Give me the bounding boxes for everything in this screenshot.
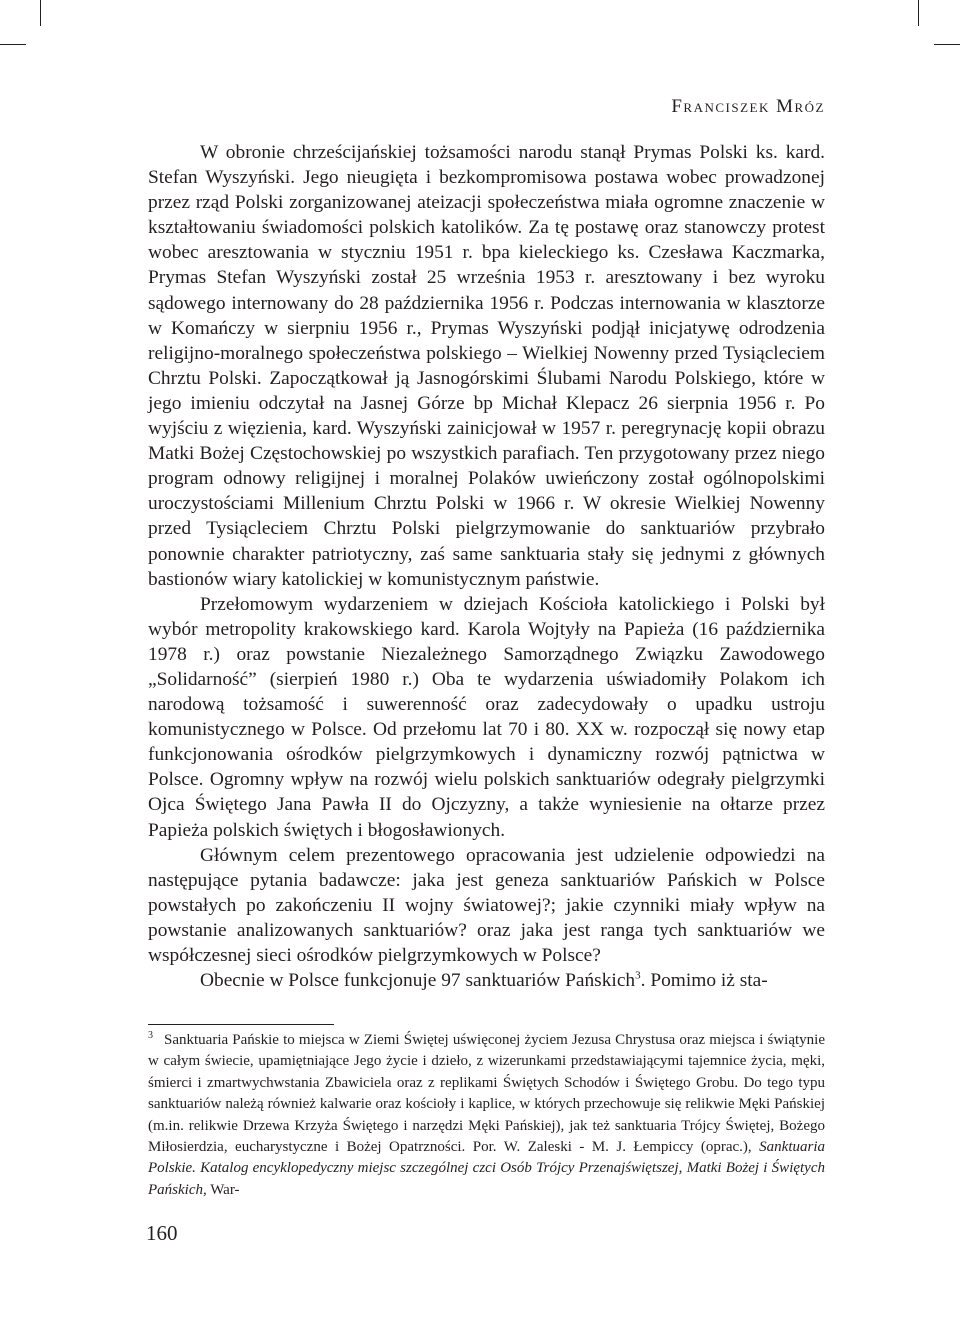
paragraph-text: . Pomimo iż sta- (640, 970, 768, 992)
paragraph-text: Obecnie w Polsce funkcjonuje 97 sanktuariów Pańskich (200, 970, 636, 992)
footnote-tail: , War- (202, 1181, 240, 1198)
footnote-text: Sanktuaria Pańskie to miejsca w Ziemi Świętej uświęconej życiem Jezusa Chrystusa oraz miejsca i świątynie w całym świecie, upamiętniające Jego życie i dzieło, z wizerunkami przedstawiającymi tajemnice życia, męki, śmierci i zmartwychwstania Zbawiciela oraz z replikami Świętych Schodów i Świętego Grobu. Do tego typu sanktuariów należą również kalwarie oraz kościoły i kaplice, w których przechowuje się relikwie Męki Pańskiej (m.in. relikwie Drzewa Krzyża Świętego i narzędzi Męki Pańskiej), jak też sanktuaria Trójcy Świętej, Bożego Miłosierdzia, eucharystyczne i Bożej Opatrzności. Por. W. Zaleski - M. J. Łempiccy (oprac.), (148, 1032, 825, 1156)
paragraph (148, 968, 825, 993)
footnote-italic-title: Sanktuaria Polskie. Katalog encyklopedyczny miejsc szczególnej czci Osób Trójcy Przenajświętszej, Matki Bożej i Świętych Pańskich (148, 1139, 826, 1198)
footnote-reference[interactable]: 3 (635, 969, 641, 982)
crop-mark (918, 0, 919, 26)
crop-mark (934, 44, 960, 45)
body-text (148, 140, 825, 993)
footnote-paragraph: 3 Sanktuaria Pańskie to miejsca w Ziemi Świętej uświęconej życiem Jezusa Chrystusa oraz miejsca i świątynie w całym świecie, upamiętniające Jego życie i dzieło, z wizerunkami przedstawiającymi tajemnice życia, męki, śmierci i zmartwychwstania Zbawiciela oraz z replikami Świętych Schodów i Świętego Grobu. Do tego typu sanktuariów należą również kalwarie oraz kościoły i kaplice, w których przechowuje się relikwie Męki Pańskiej (m.in. relikwie Drzewa Krzyża Świętego i narzędzi Męki Pańskiej), jak też sanktuaria Trójcy Świętej, Bożego Miłosierdzia, eucharystyczne i Bożej Opatrzności. Por. W. Zaleski - M. J. Łempiccy (oprac.), Sanktuaria Polskie. Katalog encyklopedyczny miejsc szczególnej czci Osób Trójcy Przenajświętszej, Matki Bożej i Świętych Pańskich, War- (148, 1030, 826, 1198)
paragraph: Przełomowym wydarzeniem w dziejach Kościoła katolickiego i Polski był wybór metropolity krakowskiego kard. Karola Wojtyły na Papieża (16 października 1978 r.) oraz powstanie Niezależnego Samorządnego Związku Zawodowego „Solidarność” (sierpień 1980 r.) Oba te wydarzenia uświadomiły Polakom ich narodową tożsamość i suwerenność oraz zadecydowały o upadku ustroju komunistycznego w Polsce. Od przełomu lat 70 i 80. XX w. rozpoczął się nowy etap funkcjonowania ośrodków pielgrzymkowych i dynamiczny rozwój pątnictwa w Polsce. Ogromny wpływ na rozwój wielu polskich sanktuariów odegrały pielgrzymki Ojca Świętego Jana Pawła II do Ojczyzny, a także wyniesienie na ołtarze przez Papieża polskich świętych i błogosławionych. (148, 593, 825, 841)
paragraph: Głównym celem prezentowego opracowania jest udzielenie odpowiedzi na następujące pytania badawcze: jaka jest geneza sanktuariów Pańskich w Polsce powstałych po zakończeniu II wojny światowej?; jakie czynniki miały wpływ na powstanie analizowanych sanktuariów? oraz jaka jest ranga tych sanktuariów we współczesnej sieci ośrodków pielgrzymkowych w Polsce? (148, 844, 825, 966)
footnote (148, 1030, 825, 1201)
crop-mark (0, 44, 26, 45)
crop-mark (40, 0, 41, 26)
paragraph: W obronie chrześcijańskiej tożsamości narodu stanął Prymas Polski ks. kard. Stefan Wyszyński. Jego nieugięta i bezkompromisowa postawa wobec prowadzonej przez rząd Polski zorganizowanej ateizacji społeczeństwa miała ogromne znaczenie w kształtowaniu świadomości polskich katolików. Za tę postawę oraz stanowczy protest wobec aresztowania w styczniu 1951 r. bpa kieleckiego ks. Czesława Kaczmarka, Prymas Stefan Wyszyński został 25 września 1953 r. aresztowany i bez wyroku sądowego internowany do 28 października 1956 r. Podczas internowania w klasztorze w Komańczy w sierpniu 1956 r., Prymas Wyszyński podjął inicjatywę odrodzenia religijno-moralnego społeczeństwa polskiego – Wielkiej Nowenny przed Tysiącleciem Chrztu Polski. Zapoczątkował ją Jasnogórskimi Ślubami Narodu Polskiego, które w jego imieniu odczytał na Jasnej Górze bp Michał Klepacz 26 sierpnia 1956 r. Po wyjściu z więzienia, kard. Wyszyński zainicjował w 1957 r. peregrynację kopii obrazu Matki Bożej Częstochowskiej po wszystkich parafiach. Ten przygotowany przez niego program odnowy religijnej i moralnej Polaków uwieńczony został ogólnopolskimi uroczystościami Millenium Chrztu Polski w 1966 r. W okresie Wielkiej Nowenny przed Tysiącleciem Chrztu Polski pielgrzymowanie do sanktuariów przybrało ponownie charakter patriotyczny, zaś same sanktuaria stały się jednymi z głównych bastionów wiary katolickiej w komunistycznym państwie. (148, 142, 825, 590)
page-number: 160 (146, 1221, 178, 1245)
footnote-rule (148, 1024, 334, 1025)
running-header: Franciszek Mróz (671, 96, 825, 117)
